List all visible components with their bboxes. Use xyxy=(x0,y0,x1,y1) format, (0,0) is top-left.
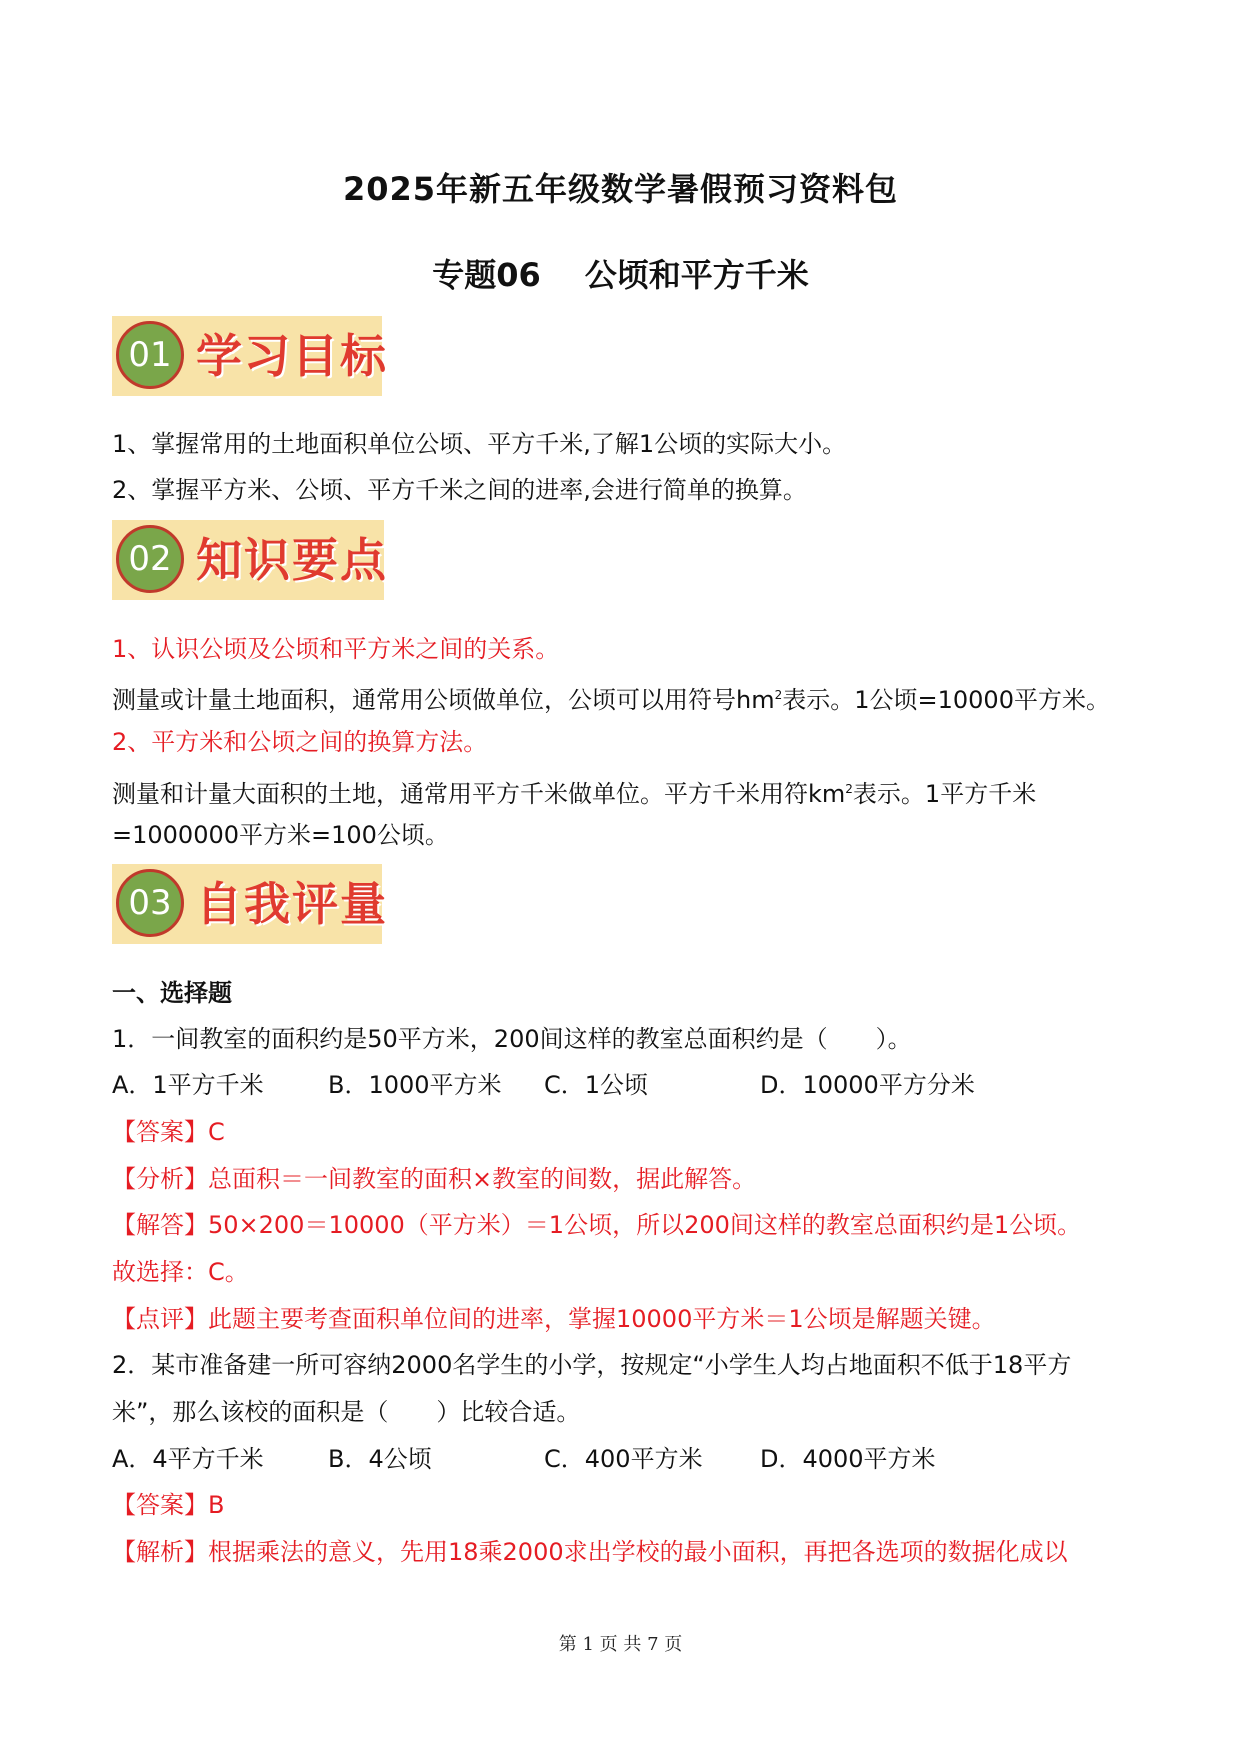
question-1-options xyxy=(112,1068,1112,1102)
option-a: A．4平方千米 xyxy=(112,1445,264,1473)
section-label: 自我评量 xyxy=(196,877,388,931)
knowledge-text: 表示。1公顷=10000平方米。 xyxy=(782,686,1110,714)
unit-symbol: km xyxy=(808,780,846,808)
section-header-self-assessment xyxy=(112,864,388,944)
question-2-analysis: 【解析】根据乘法的意义，先用18乘2000求出学校的最小面积，再把各选项的数据化成以 xyxy=(112,1538,1068,1566)
unit-superscript: 2 xyxy=(774,688,783,702)
document-subtitle xyxy=(0,250,1241,296)
option-d: D．10000平方分米 xyxy=(760,1071,975,1099)
question-1-choice: 故选择：C。 xyxy=(112,1258,249,1286)
objective-2: 2、掌握平方米、公顷、平方千米之间的进率,会进行简单的换算。 xyxy=(112,476,807,504)
knowledge-paragraph-2 xyxy=(112,772,1036,811)
option-b: B．1000平方米 xyxy=(328,1071,502,1099)
section-number-badge: 02 xyxy=(116,525,184,593)
section-number-badge: 01 xyxy=(116,321,184,389)
question-1-analysis: 【分析】总面积＝一间教室的面积×教室的间数，据此解答。 xyxy=(112,1165,757,1193)
option-c: C．1公顷 xyxy=(544,1071,649,1099)
knowledge-paragraph-2-cont: =1000000平方米=100公顷。 xyxy=(112,821,449,849)
knowledge-text: 测量和计量大面积的土地，通常用平方千米做单位。平方千米用符 xyxy=(112,780,808,808)
subtitle-topic: 公顷和平方千米 xyxy=(584,256,809,294)
objective-1: 1、掌握常用的土地面积单位公顷、平方千米,了解1公顷的实际大小。 xyxy=(112,430,847,458)
option-a: A．1平方千米 xyxy=(112,1071,264,1099)
subtitle-prefix: 专题06 xyxy=(432,256,541,294)
option-b: B．4公顷 xyxy=(328,1445,432,1473)
knowledge-text: 表示。1平方千米 xyxy=(852,780,1037,808)
question-1-solution: 【解答】50×200＝10000（平方米）＝1公顷，所以200间这样的教室总面积约是1公顷。 xyxy=(112,1211,1082,1239)
knowledge-heading-2: 2、平方米和公顷之间的换算方法。 xyxy=(112,728,488,756)
question-1-comment: 【点评】此题主要考查面积单位间的进率，掌握10000平方米＝1公顷是解题关键。 xyxy=(112,1305,996,1333)
document-title: 2025年新五年级数学暑假预习资料包 xyxy=(342,170,899,208)
knowledge-paragraph-1 xyxy=(112,678,1110,717)
section-label: 学习目标 xyxy=(196,329,388,383)
page-footer: 第 1 页 共 7 页 xyxy=(558,1634,683,1655)
question-2-stem-line-2: 米”，那么该校的面积是（ ）比较合适。 xyxy=(112,1398,581,1426)
question-1-answer: 【答案】C xyxy=(112,1118,225,1146)
option-d: D．4000平方米 xyxy=(760,1445,936,1473)
option-c: C．400平方米 xyxy=(544,1445,703,1473)
knowledge-heading-1: 1、认识公顷及公顷和平方米之间的关系。 xyxy=(112,635,560,663)
question-2-options xyxy=(112,1442,1112,1476)
section-number-badge: 03 xyxy=(116,869,184,937)
unit-superscript: 2 xyxy=(845,782,853,796)
quiz-heading: 一、选择题 xyxy=(112,979,232,1007)
unit-symbol: hm xyxy=(736,686,775,714)
knowledge-text: 测量或计量土地面积，通常用公顷做单位，公顷可以用符号 xyxy=(112,686,736,714)
section-header-knowledge xyxy=(112,520,388,600)
section-label: 知识要点 xyxy=(196,533,388,587)
section-header-objectives xyxy=(112,316,388,396)
question-2-answer: 【答案】B xyxy=(112,1491,225,1519)
question-1-stem: 1．一间教室的面积约是50平方米，200间这样的教室总面积约是（ ）。 xyxy=(112,1025,912,1053)
question-2-stem-line-1: 2．某市准备建一所可容纳2000名学生的小学，按规定“小学生人均占地面积不低于18平方 xyxy=(112,1351,1072,1379)
